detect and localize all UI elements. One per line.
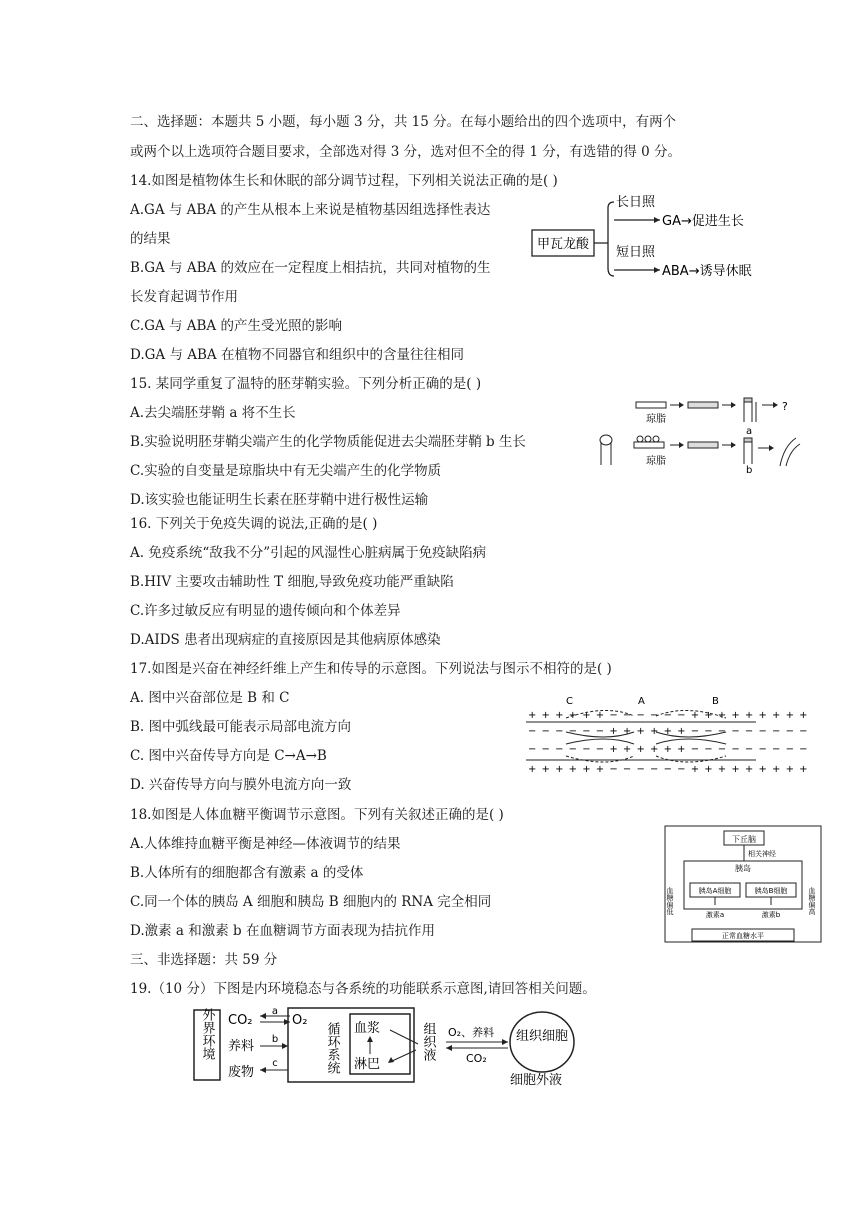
q18-figure bbox=[664, 825, 824, 945]
q18-fig-normal: 正常血糖水平 bbox=[722, 932, 764, 940]
q18-option-c: C.同一个体的胰岛 A 细胞和胰岛 B 细胞内的 RNA 完全相同 bbox=[130, 894, 492, 910]
q19-fig-nutrients: 养料 bbox=[228, 1039, 255, 1054]
q17-fig-label-c: C bbox=[566, 696, 573, 707]
q15-fig-question: ? bbox=[782, 400, 788, 413]
q16-option-b: B.HIV 主要攻击辅助性 T 细胞,导致免疫功能严重缺陷 bbox=[130, 574, 454, 590]
q15-figure bbox=[596, 380, 806, 475]
q19-figure bbox=[190, 1004, 590, 1086]
q15-fig-agar1: 琼脂 bbox=[646, 414, 666, 425]
q19-fig-waste: 废物 bbox=[228, 1065, 255, 1080]
q17-fig-row3: − − − − − − + + + + + + − − − − − − − − − bbox=[528, 744, 809, 755]
q15-option-a: A.去尖端胚芽鞘 a 将不生长 bbox=[130, 405, 296, 421]
q15-fig-agar2: 琼脂 bbox=[646, 456, 666, 467]
q18-fig-pancreas: 胰岛 bbox=[735, 864, 751, 873]
q19-stem: 19.（10 分）下图是内环境稳态与各系统的功能联系示意图,请回答相关问题。 bbox=[130, 981, 596, 997]
q14-fig-aba-effect: ABA→诱导休眠 bbox=[662, 264, 752, 279]
q19-fig-arrow-c: c bbox=[272, 1058, 278, 1069]
q19-fig-external: 外界环境 bbox=[199, 1008, 215, 1060]
q18-fig-cell-a: 胰岛A细胞 bbox=[698, 887, 732, 895]
section3-heading: 三、非选择题：共 59 分 bbox=[130, 952, 278, 968]
q14-fig-ga-effect: GA→促进生长 bbox=[662, 214, 744, 229]
q19-fig-extracellular: 细胞外液 bbox=[510, 1073, 563, 1088]
q18-fig-low: 血糖偏低 bbox=[666, 887, 674, 915]
q18-option-d: D.激素 a 和激素 b 在血糖调节方面表现为拮抗作用 bbox=[130, 923, 435, 939]
section2-heading-line1: 二、选择题：本题共 5 小题，每小题 3 分，共 15 分。在每小题给出的四个选项中，有两个 bbox=[130, 114, 677, 130]
q14-option-b-line2: 长发育起调节作用 bbox=[130, 289, 238, 305]
q16-stem: 16. 下列关于免疫失调的说法,正确的是( ) bbox=[130, 516, 378, 532]
section2-heading-line2: 或两个以上选项符合题目要求，全部选对得 3 分，选对但不全的得 1 分，有选错的得 0 分。 bbox=[130, 144, 682, 160]
q14-fig-short-day: 短日照 bbox=[616, 245, 656, 260]
q14-fig-long-day: 长日照 bbox=[616, 195, 656, 210]
q14-figure bbox=[528, 190, 798, 290]
q19-fig-arrow-a: a bbox=[271, 1006, 279, 1017]
q14-option-a-line2: 的结果 bbox=[130, 231, 171, 247]
q17-fig-row2: − − − − − − + + + + + + − − − − − − − − − bbox=[528, 726, 809, 737]
q17-fig-label-b: B bbox=[712, 696, 719, 707]
q14-option-a-line1: A.GA 与 ABA 的产生从根本上来说是植物基因组选择性表达 bbox=[130, 202, 491, 218]
q14-option-d: D.GA 与 ABA 在植物不同器官和组织中的含量往往相同 bbox=[130, 347, 464, 363]
q15-option-b: B.实验说明胚芽鞘尖端产生的化学物质能促进去尖端胚芽鞘 b 生长 bbox=[130, 434, 526, 450]
q19-fig-co2: CO₂ bbox=[228, 1013, 253, 1028]
q17-fig-row4: + + + + + + − − − − − − + + + + + + + + + bbox=[528, 764, 809, 775]
q16-option-c: C.许多过敏反应有明显的遗传倾向和个体差异 bbox=[130, 603, 401, 619]
q14-stem: 14.如图是植物体生长和休眠的部分调节过程，下列相关说法正确的是( ) bbox=[130, 173, 558, 189]
q17-fig-label-a: A bbox=[638, 696, 645, 707]
q17-option-d: D. 兴奋传导方向与膜外电流方向一致 bbox=[130, 777, 352, 793]
q18-fig-hormone-b: 激素b bbox=[761, 911, 781, 919]
q17-option-b: B. 图中弧线最可能表示局部电流方向 bbox=[130, 719, 352, 735]
q19-fig-o2-nutrients: O₂、养料 bbox=[448, 1026, 495, 1039]
q18-stem: 18.如图是人体血糖平衡调节示意图。下列有关叙述正确的是( ) bbox=[130, 807, 504, 823]
q17-fig-row1: + + + + + + − − − − − − + + + + + + + + + bbox=[528, 710, 809, 721]
q19-fig-co2-out: CO₂ bbox=[466, 1052, 487, 1065]
q15-option-c: C.实验的自变量是琼脂块中有无尖端产生的化学物质 bbox=[130, 463, 442, 479]
q14-fig-source: 甲瓦龙酸 bbox=[536, 237, 590, 252]
q19-fig-plasma: 血浆 bbox=[354, 1021, 381, 1036]
q18-option-a: A.人体维持血糖平衡是神经—体液调节的结果 bbox=[130, 836, 401, 852]
q18-fig-hypothalamus: 下丘脑 bbox=[732, 835, 756, 844]
q18-option-b: B.人体所有的细胞都含有激素 a 的受体 bbox=[130, 865, 364, 881]
q19-fig-o2: O₂ bbox=[292, 1013, 308, 1028]
q17-option-c: C. 图中兴奋传导方向是 C→A→B bbox=[130, 748, 327, 764]
q16-option-d: D.AIDS 患者出现病症的直接原因是其他病原体感染 bbox=[130, 632, 441, 648]
q15-option-d: D.该实验也能证明生长素在胚芽鞘中进行极性运输 bbox=[130, 492, 429, 508]
q17-stem: 17.如图是兴奋在神经纤维上产生和传导的示意图。下列说法与图示不相符的是( ) bbox=[130, 661, 612, 677]
q19-fig-tissue-cell: 组织细胞 bbox=[515, 1029, 569, 1044]
q15-fig-label-a: a bbox=[746, 426, 753, 437]
q14-option-b-line1: B.GA 与 ABA 的效应在一定程度上相拮抗，共同对植物的生 bbox=[130, 260, 491, 276]
q14-option-c: C.GA 与 ABA 的产生受光照的影响 bbox=[130, 318, 342, 334]
q19-fig-lymph: 淋巴 bbox=[354, 1057, 381, 1072]
q18-fig-hormone-a: 激素a bbox=[705, 911, 725, 919]
q19-fig-circulatory: 循环系统 bbox=[324, 1022, 340, 1074]
q19-fig-arrow-b: b bbox=[271, 1034, 279, 1045]
q17-option-a: A. 图中兴奋部位是 B 和 C bbox=[130, 690, 290, 706]
q18-fig-high: 血糖偏高 bbox=[808, 887, 816, 915]
q15-fig-label-b: b bbox=[746, 465, 753, 476]
q18-fig-nerve: 相关神经 bbox=[748, 850, 776, 858]
q18-fig-cell-b: 胰岛B细胞 bbox=[754, 887, 788, 895]
q17-figure bbox=[526, 692, 809, 778]
q19-fig-tissue-fluid: 组织液 bbox=[420, 1022, 436, 1061]
q15-stem: 15. 某同学重复了温特的胚芽鞘实验。下列分析正确的是( ) bbox=[130, 376, 482, 392]
q16-option-a: A. 免疫系统“敌我不分”引起的风湿性心脏病属于免疫缺陷病 bbox=[130, 545, 487, 561]
